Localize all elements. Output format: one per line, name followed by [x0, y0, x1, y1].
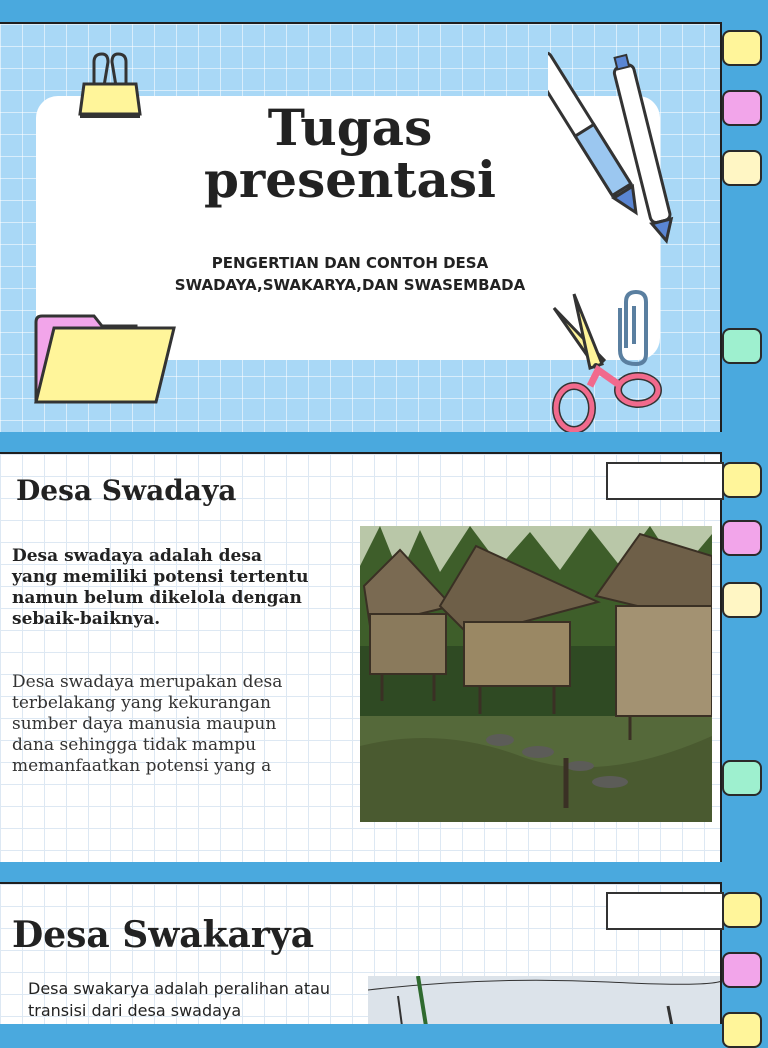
description-text: Desa swadaya merupakan desa terbelakang yang kekurangan sumber daya manusia maupun dana sehingga tidak mampu memanfaatkan potensi yang a	[12, 672, 283, 776]
page-subtitle: PENGERTIAN DAN CONTOH DESA SWADAYA,SWAKARYA,DAN SWASEMBADA	[174, 254, 526, 294]
tab-marker	[722, 150, 762, 186]
tab-marker	[722, 328, 762, 364]
description-text: Desa swakarya adalah peralihan atau transisi dari desa swadaya	[28, 979, 331, 1020]
pens-icon	[548, 34, 688, 244]
definition-text: Desa swadaya adalah desa yang memiliki potensi tertentu namun belum dikelola dengan sebaik-baiknya.	[12, 546, 309, 629]
slide-title	[0, 22, 722, 432]
tab-marker	[722, 892, 762, 928]
section-title: Desa Swakarya	[12, 914, 315, 956]
page-title: Tugas presentasi	[203, 98, 497, 209]
tab-marker	[722, 462, 762, 498]
folder-icon	[32, 314, 180, 406]
tab-marker	[722, 582, 762, 618]
tab-strip	[722, 22, 768, 432]
binder-clip-icon	[74, 48, 146, 120]
tab-marker	[722, 520, 762, 556]
paperclip-icon	[614, 288, 654, 368]
tab-marker	[722, 30, 762, 66]
label-box	[606, 462, 724, 500]
section-title: Desa Swadaya	[16, 474, 237, 507]
tab-marker	[722, 90, 762, 126]
village-road-photo	[368, 976, 722, 1024]
tab-marker	[722, 760, 762, 796]
tab-marker	[722, 1012, 762, 1048]
tab-marker	[722, 952, 762, 988]
village-houses-photo	[360, 526, 712, 822]
slide-desa-swadaya	[0, 452, 722, 862]
label-box	[606, 892, 724, 930]
